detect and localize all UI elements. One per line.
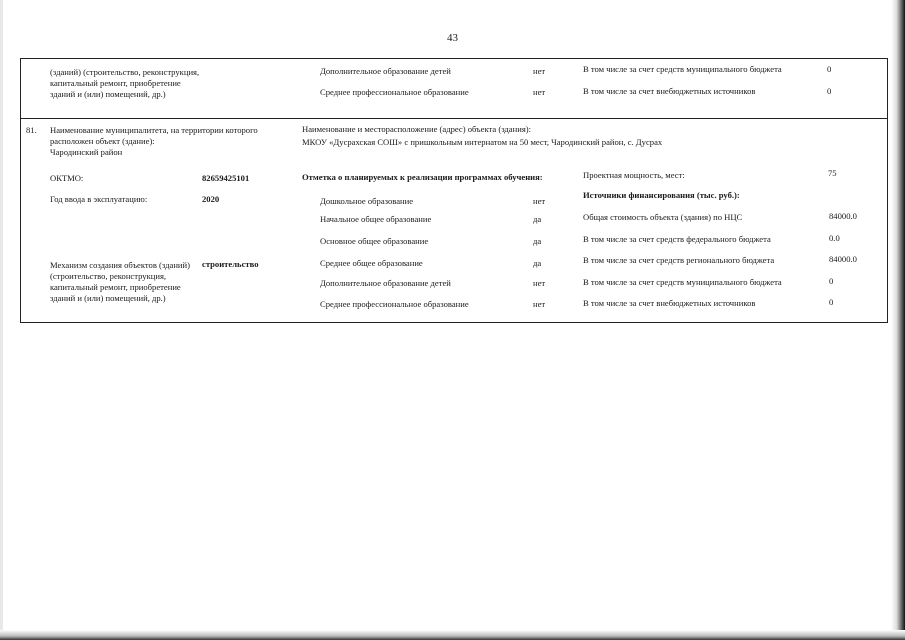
funding-header: Источники финансирования (тыс. руб.):	[583, 190, 740, 200]
source-value: 84000.0	[829, 211, 857, 221]
capacity-value: 75	[828, 168, 837, 178]
program-mark: да	[533, 214, 542, 224]
source-value: 0.0	[829, 233, 840, 243]
program-name: Дошкольное образование	[320, 196, 414, 206]
programs-header: Отметка о планируемых к реализации программах обучения:	[302, 172, 543, 182]
capacity-label: Проектная мощность, мест:	[583, 170, 685, 180]
source-label: В том числе за счет средств регионального бюджета	[583, 255, 775, 265]
mechanism-label: Механизм создания объектов (зданий) (строительство, реконструкция, капитальный ремонт, приобретение зданий и (или) помещений, др.)	[50, 260, 190, 303]
municipality-value: Чародинский район	[50, 147, 123, 157]
program-name: Среднее общее образование	[320, 258, 423, 268]
program-mark: нет	[533, 278, 546, 288]
program-name: Среднее профессиональное образование	[320, 299, 469, 309]
prev-mechanism-text: (зданий) (строительство, реконструкция, капитальный ремонт, приобретение зданий и (или) помещений, др.)	[50, 67, 200, 99]
program-name: Основное общее образование	[320, 236, 429, 246]
oktmo-value: 82659425101	[202, 173, 250, 183]
mechanism-value: строительство	[202, 259, 259, 269]
prev-source-value: 0	[827, 64, 832, 74]
scan-bottom-edge	[0, 630, 905, 640]
source-value: 84000.0	[829, 254, 857, 264]
program-name: Дополнительное образование детей	[320, 278, 451, 288]
prev-program-mark: нет	[533, 87, 546, 97]
year-label: Год ввода в эксплуатацию:	[50, 194, 148, 204]
program-mark: да	[533, 236, 542, 246]
program-mark: да	[533, 258, 542, 268]
source-value: 0	[829, 276, 834, 286]
object-value: МКОУ «Дусрахская СОШ» с пришкольным интернатом на 50 мест, Чародинский район, с. Дусрах	[302, 137, 663, 147]
oktmo-label: ОКТМО:	[50, 173, 84, 183]
page-number: 43	[447, 32, 458, 44]
row-divider	[20, 118, 888, 119]
program-name: Начальное общее образование	[320, 214, 432, 224]
entry-number: 81.	[26, 125, 37, 135]
prev-program-name: Среднее профессиональное образование	[320, 87, 469, 97]
source-label: В том числе за счет внебюджетных источников	[583, 298, 756, 308]
program-mark: нет	[533, 299, 546, 309]
source-value: 0	[829, 297, 834, 307]
year-value: 2020	[202, 194, 220, 204]
prev-program-mark: нет	[533, 66, 546, 76]
scan-right-edge	[891, 0, 905, 640]
prev-source-label: В том числе за счет средств муниципального бюджета	[583, 64, 782, 74]
source-label: Общая стоимость объекта (здания) по НЦС	[583, 212, 743, 222]
scan-left-edge	[0, 0, 3, 640]
source-label: В том числе за счет средств муниципального бюджета	[583, 277, 782, 287]
object-label: Наименование и месторасположение (адрес) объекта (здания):	[302, 124, 532, 134]
prev-source-value: 0	[827, 86, 832, 96]
source-label: В том числе за счет средств федерального бюджета	[583, 234, 771, 244]
prev-program-name: Дополнительное образование детей	[320, 66, 451, 76]
program-mark: нет	[533, 196, 546, 206]
municipality-label: Наименование муниципалитета, на территории которого расположен объект (здание):	[50, 125, 258, 146]
prev-source-label: В том числе за счет внебюджетных источников	[583, 86, 756, 96]
